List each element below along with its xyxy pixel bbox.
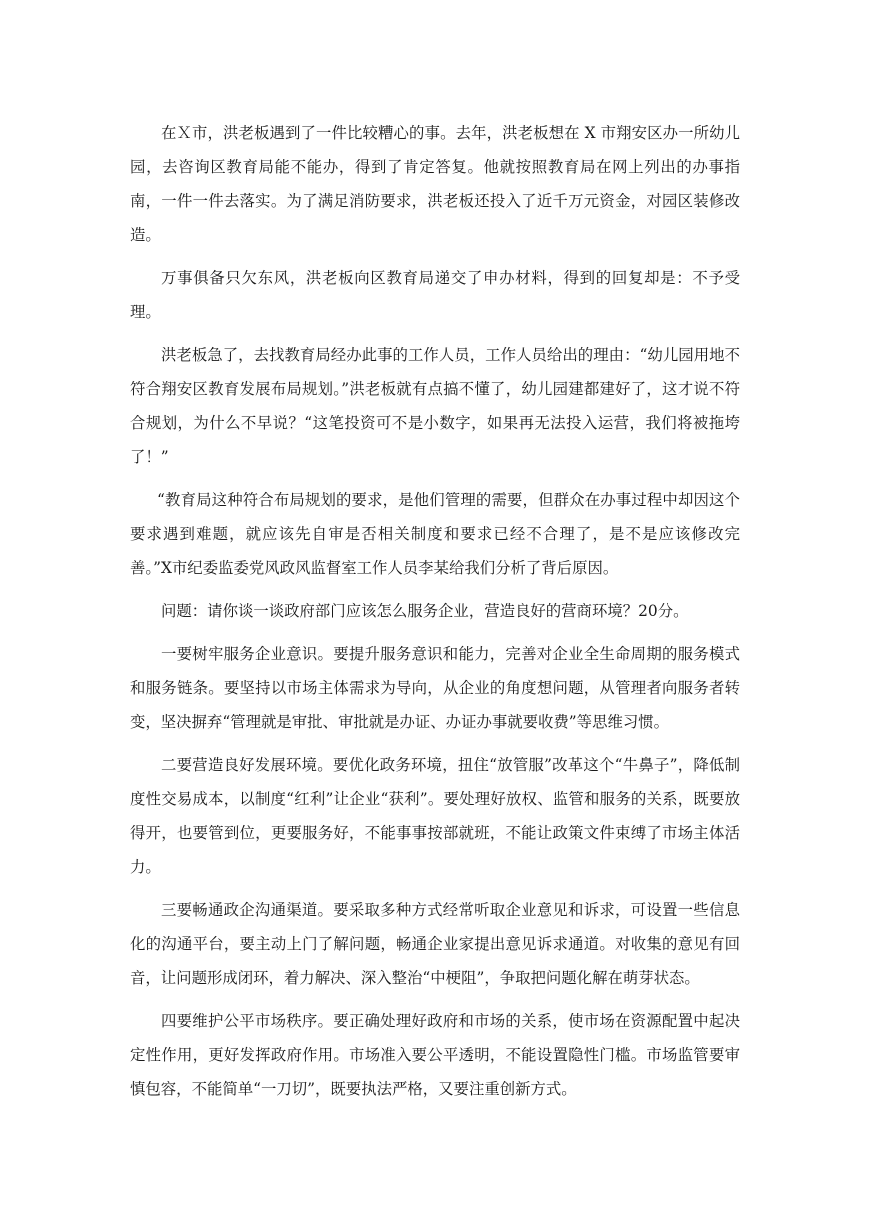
- paragraph-rejection: 万事俱备只欠东风，洪老板向区教育局递交了申办材料，得到的回复却是：不予受理。: [130, 269, 740, 321]
- paragraph-answer-point-1: 一要树牢服务企业意识。要提升服务意识和能力，完善对企业全生命周期的服务模式和服务链条。要坚持以市场主体需求为导向，从企业的角度想问题，从管理者向服务者转变，坚决摒弃“管理就是审批、审批就是办证、办证办事就要收费”等思维习惯。: [130, 645, 740, 731]
- paragraph-answer-point-2: 二要营造良好发展环境。要优化政务环境，扭住“放管服”改革这个“牛鼻子”，降低制度性交易成本，以制度“红利”让企业“获利”。要处理好放权、监管和服务的关系，既要放得开，也要管到位，更要服务好，不能事事按部就班，不能让政策文件束缚了市场主体活力。: [130, 756, 740, 876]
- paragraph-answer-point-3: 三要畅通政企沟通渠道。要采取多种方式经常听取企业意见和诉求，可设置一些信息化的沟通平台，要主动上门了解问题，畅通企业家提出意见诉求通道。对收集的意见有回音，让问题形成闭环，着力解决、深入整治“中梗阻”，争取把问题化解在萌芽状态。: [130, 901, 740, 987]
- paragraph-staff-reason: 洪老板急了，去找教育局经办此事的工作人员，工作人员给出的理由：“幼儿园用地不符合翔安区教育发展布局规划。”洪老板就有点搞不懂了，幼儿园建都建好了，这才说不符合规划，为什么不早说？“这笔投资可不是小数字，如果再无法投入运营，我们将被拖垮了！”: [130, 346, 740, 466]
- paragraph-question: 问题：请你谈一谈政府部门应该怎么服务企业，营造良好的营商环境？20分。: [161, 602, 689, 620]
- document-body: [130, 116, 740, 1115]
- paragraph-analysis-quote: “教育局这种符合布局规划的要求，是他们管理的需要，但群众在办事过程中却因这个要求遇到难题，就应该先自审是否相关制度和要求已经不合理了，是不是应该修改完善。”X市纪委监委党风政风监督室工作人员李某给我们分析了背后原因。: [130, 491, 740, 577]
- paragraph-case-intro: 在Ｘ市，洪老板遇到了一件比较糟心的事。去年，洪老板想在 X 市翔安区办一所幼儿园，去咨询区教育局能不能办，得到了肯定答复。他就按照教育局在网上列出的办事指南，一件一件去落实。为了满足消防要求，洪老板还投入了近千万元资金，对园区装修改造。: [130, 124, 740, 244]
- paragraph-answer-point-4: 四要维护公平市场秩序。要正确处理好政府和市场的关系，使市场在资源配置中起决定性作用，更好发挥政府作用。市场准入要公平透明，不能设置隐性门槛。市场监管要审慎包容，不能简单“一刀切”，既要执法严格，又要注重创新方式。: [130, 1012, 740, 1098]
